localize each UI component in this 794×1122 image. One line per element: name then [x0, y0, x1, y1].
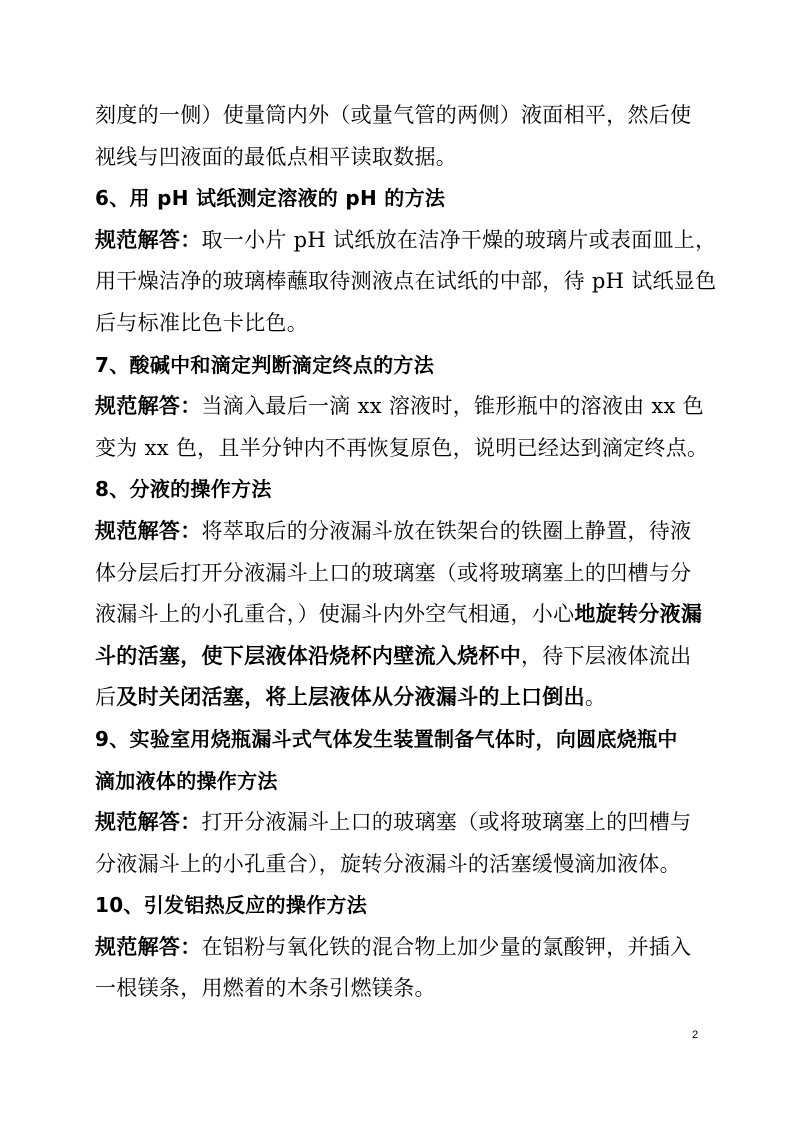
section-heading: 8、分液的操作方法: [95, 477, 272, 502]
body-text: 刻度的一侧）使量筒内外（或量气管的两侧）液面相平，然后使: [95, 103, 692, 127]
text-line: [95, 428, 709, 470]
text-line: [95, 511, 699, 553]
section-heading: 7、酸碱中和滴定判断滴定终点的方法: [95, 352, 435, 377]
text-line: [95, 636, 699, 678]
body-text: 变为 xx 色，且半分钟内不再恢复原色，说明已经达到滴定终点。: [95, 435, 709, 460]
body-text: 打开分液漏斗上口的玻璃塞（或将玻璃塞上的凹槽与: [201, 810, 692, 835]
body-text: ，待下层液体流出: [521, 643, 692, 668]
text-line: [95, 844, 699, 886]
text-line: [95, 594, 703, 636]
answer-label: 规范解答：: [95, 518, 202, 543]
answer-label: 规范解答：: [95, 227, 202, 252]
body-text: 取一小片 pH 试纸放在洁净干燥的玻璃片或表面皿上，: [201, 227, 717, 252]
body-text: 后: [95, 685, 117, 710]
section-heading: 6、用 pH 试纸测定溶液的 pH 的方法: [95, 186, 446, 211]
body-text: 将萃取后的分液漏斗放在铁架台的铁圈上静置，待液: [201, 518, 692, 543]
document-page: [95, 95, 717, 1010]
text-line: [95, 95, 699, 137]
text-line: [95, 137, 699, 179]
body-text: 用干燥洁净的玻璃棒蘸取待测液点在试纸的中部，待 pH 试纸显色: [95, 269, 717, 294]
text-line: [95, 553, 699, 595]
section-heading: 9、实验室用烧瓶漏斗式气体发生装置制备气体时，向圆底烧瓶中: [95, 726, 678, 751]
emphasized-text: 斗的活塞，使下层液体沿烧杯内壁流入烧杯中: [95, 643, 521, 668]
text-line: [95, 968, 699, 1010]
emphasized-text: 地旋转分液漏: [574, 602, 703, 627]
body-text: 分液漏斗上的小孔重合），旋转分液漏斗的活塞缓慢滴加液体。: [95, 851, 681, 876]
text-line: [95, 303, 699, 345]
body-text: 在铝粉与氧化铁的混合物上加少量的氯酸钾，并插入: [201, 934, 692, 959]
section-heading: 滴加液体的操作方法: [95, 768, 278, 793]
answer-label: 规范解答：: [95, 934, 202, 959]
text-line: [95, 802, 699, 844]
emphasized-text: 及时关闭活塞，将上层液体从分液漏斗的上口倒出: [116, 685, 585, 710]
body-text: 后与标准比色卡比色。: [95, 310, 308, 335]
body-text: 视线与凹液面的最低点相平读取数据。: [95, 144, 458, 169]
body-text: 体分层后打开分液漏斗上口的玻璃塞（或将玻璃塞上的凹槽与分: [95, 560, 692, 585]
text-line: [95, 677, 699, 719]
text-line: [95, 386, 704, 428]
answer-label: 规范解答：: [95, 810, 202, 835]
text-line: [95, 261, 717, 303]
text-line: [95, 927, 699, 969]
text-line: [95, 220, 717, 262]
section-heading: 10、引发铝热反应的操作方法: [95, 893, 368, 918]
body-text: 一根镁条，用燃着的木条引燃镁条。: [95, 976, 436, 1001]
page-number: 2: [692, 1029, 699, 1041]
body-text: 液漏斗上的小孔重合，）使漏斗内外空气相通，小心: [95, 602, 575, 627]
body-text: 当滴入最后一滴 xx 溶液时，锥形瓶中的溶液由 xx 色: [201, 394, 704, 419]
body-text: 。: [584, 685, 607, 710]
answer-label: 规范解答：: [95, 394, 202, 419]
